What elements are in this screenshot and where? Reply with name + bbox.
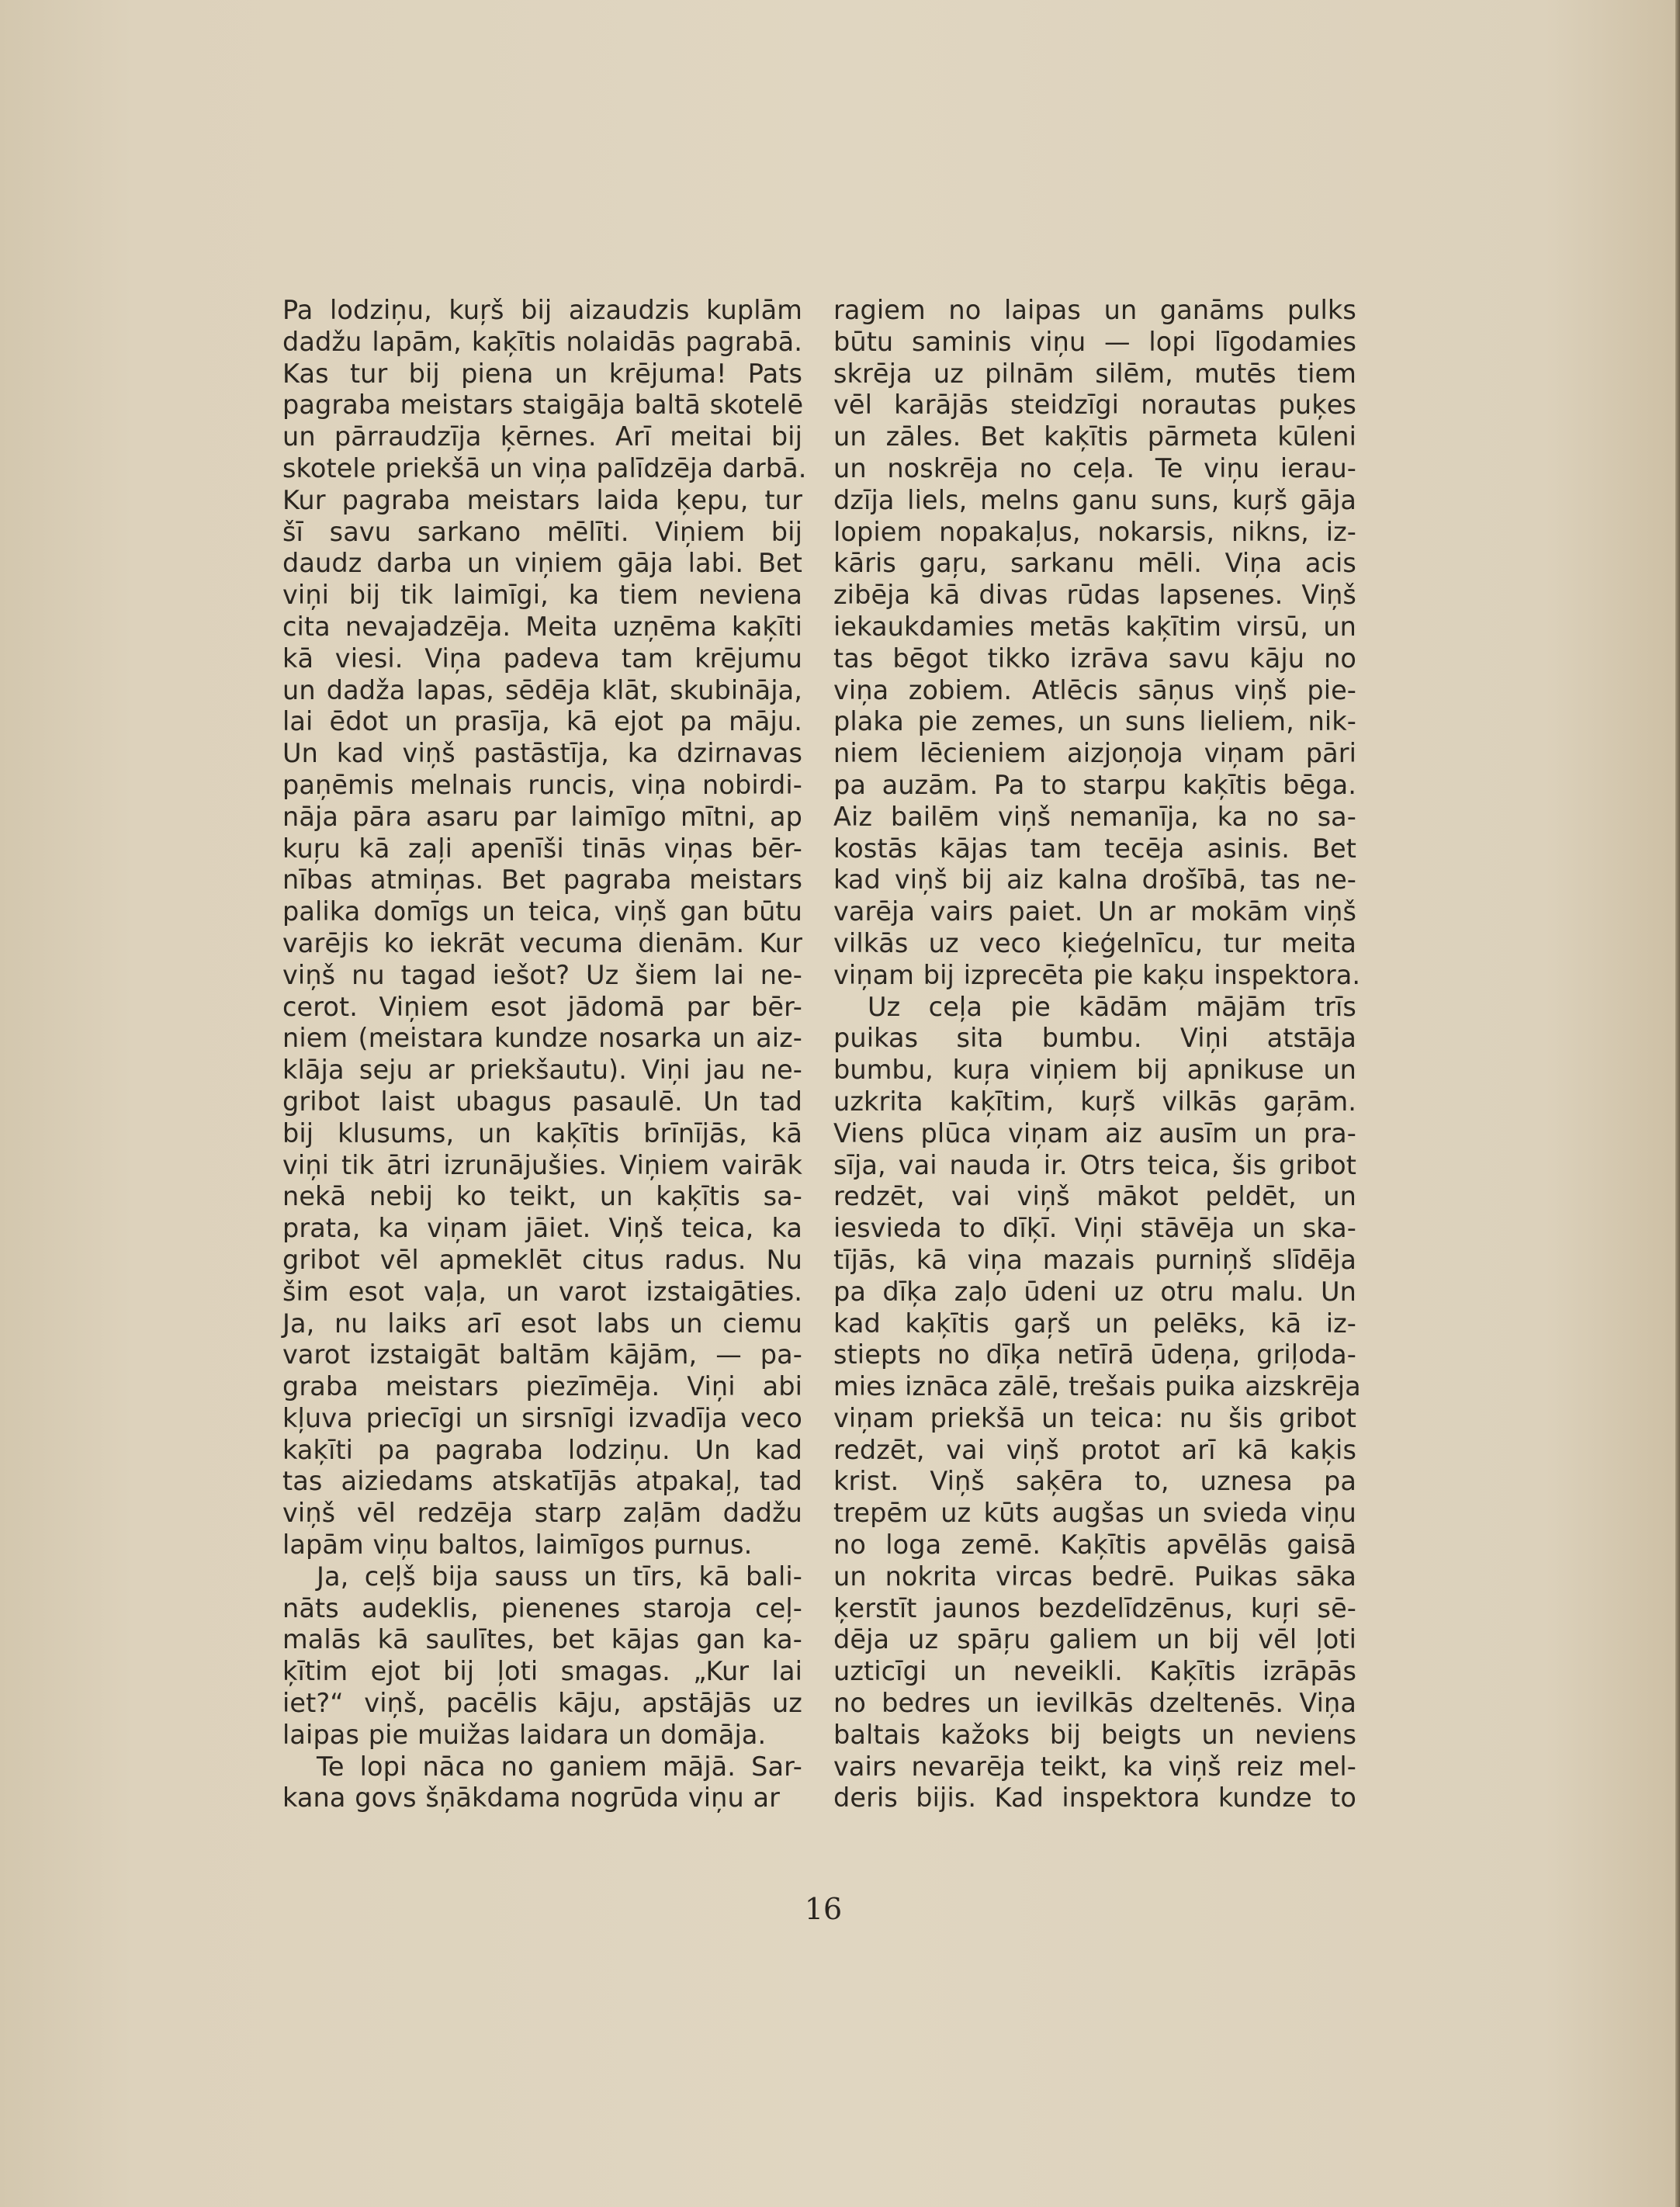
text-line: varot izstaigāt baltām kājām, — pa- xyxy=(282,1339,802,1370)
text-line: Ja, nu laiks arī esot labs un ciemu xyxy=(282,1308,802,1339)
text-line: no bedres un ievilkās dzeltenēs. Viņa xyxy=(833,1688,1356,1719)
text-line: kad viņš bij aiz kalna drošībā, tas ne- xyxy=(833,864,1356,896)
text-line: nekā nebij ko teikt, un kaķītis sa- xyxy=(282,1181,802,1212)
text-line: kad kaķītis gaŗš un pelēks, kā iz- xyxy=(833,1308,1356,1339)
text-line: gribot laist ubagus pasaulē. Un tad xyxy=(282,1086,802,1117)
page-number: 16 xyxy=(804,1892,843,1926)
text-line: un dadža lapas, sēdēja klāt, skubināja, xyxy=(282,674,802,705)
text-line: zibēja kā divas rūdas lapsenes. Viņš xyxy=(833,580,1356,611)
text-line: un zāles. Bet kaķītis pārmeta kūleni xyxy=(833,421,1356,452)
text-line: vairs nevarēja teikt, ka viņš reiz mel- xyxy=(833,1751,1356,1782)
text-line: un nokrita vircas bedrē. Puikas sāka xyxy=(833,1561,1356,1592)
text-line: vēl karājās steidzīgi norautas puķes xyxy=(833,390,1356,421)
text-line: vilkās uz veco ķieģelnīcu, tur meita xyxy=(833,927,1356,958)
text-line: nāja pāra asaru par laimīgo mītni, ap xyxy=(282,801,802,832)
left-text-column xyxy=(282,295,807,1814)
text-line: iesvieda to dīķī. Viņi stāvēja un ska- xyxy=(833,1213,1356,1244)
text-line: gribot vēl apmeklēt citus radus. Nu xyxy=(282,1244,802,1275)
text-line: nāts audeklis, pienenes staroja ceļ- xyxy=(282,1592,802,1623)
text-line: cita nevajadzēja. Meita uzņēma kaķīti xyxy=(282,611,802,642)
text-line: viņam priekšā un teica: nu šis gribot xyxy=(833,1402,1356,1433)
text-line: trepēm uz kūts augšas un svieda viņu xyxy=(833,1498,1356,1529)
text-line: dadžu lapām, kaķītis nolaidās pagrabā. xyxy=(282,326,802,357)
text-line: puikas sita bumbu. Viņi atstāja xyxy=(833,1023,1356,1054)
text-line: redzēt, vai viņš mākot peldēt, un xyxy=(833,1181,1356,1212)
text-line: kļuva priecīgi un sirsnīgi izvadīja veco xyxy=(282,1402,802,1433)
text-line: redzēt, vai viņš protot arī kā kaķis xyxy=(833,1434,1356,1465)
text-line: pagraba meistars staigāja baltā skotelē xyxy=(282,390,804,421)
text-line: varējis ko iekrāt vecuma dienām. Kur xyxy=(282,927,802,958)
text-line: cerot. Viņiem esot jādomā par bēr- xyxy=(282,991,802,1022)
text-line: Ja, ceļš bija sauss un tīrs, kā bali- xyxy=(317,1561,802,1592)
text-line: niem (meistara kundze nosarka un aiz- xyxy=(282,1023,802,1054)
text-line: Kas tur bij piena un krējuma! Pats xyxy=(282,358,802,389)
text-line: palika domīgs un teica, viņš gan būtu xyxy=(282,896,802,927)
text-line: kostās kājas tam tecēja asinis. Bet xyxy=(833,833,1356,864)
text-line: šī savu sarkano mēlīti. Viņiem bij xyxy=(282,516,802,547)
text-line: uzkrita kaķītim, kuŗš vilkās gaŗām. xyxy=(833,1086,1356,1117)
text-line: stiepts no dīķa netīrā ūdeņa, griļoda- xyxy=(833,1339,1356,1370)
text-line: Un kad viņš pastāstīja, ka dzirnavas xyxy=(282,738,802,769)
text-line: kuŗu kā zaļi apenīši tinās viņas bēr- xyxy=(282,833,802,864)
text-line: pa auzām. Pa to starpu kaķītis bēga. xyxy=(833,769,1356,800)
text-line: lapām viņu baltos, laimīgos purnus. xyxy=(282,1530,753,1561)
text-line: būtu saminis viņu — lopi līgodamies xyxy=(833,326,1356,357)
right-text-column xyxy=(833,295,1361,1814)
text-line: laipas pie muižas laidara un domāja. xyxy=(282,1719,767,1750)
text-line: skrēja uz pilnām silēm, mutēs tiem xyxy=(833,358,1356,389)
text-line: Viens plūca viņam aiz ausīm un pra- xyxy=(833,1117,1356,1149)
text-line: lopiem nopakaļus, nokarsis, nikns, iz- xyxy=(833,516,1356,547)
text-line: deris bijis. Kad inspektora kundze to xyxy=(833,1783,1356,1814)
text-line: iet?“ viņš, pacēlis kāju, apstājās uz xyxy=(282,1688,802,1719)
text-line: krist. Viņš saķēra to, uznesa pa xyxy=(833,1466,1356,1497)
text-line: nības atmiņas. Bet pagraba meistars xyxy=(282,864,802,896)
text-line: niem lēcieniem aizjoņoja viņam pāri xyxy=(833,738,1356,769)
text-line: viņš nu tagad iešot? Uz šiem lai ne- xyxy=(282,959,802,990)
text-line: graba meistars piezīmēja. Viņi abi xyxy=(282,1371,802,1402)
text-line: sīja, vai nauda ir. Otrs teica, šis gribot xyxy=(833,1149,1356,1180)
text-line: viņi bij tik laimīgi, ka tiem neviena xyxy=(282,580,802,611)
text-line: viņam bij izprecēta pie kaķu inspektora. xyxy=(833,959,1361,990)
text-line: Aiz bailēm viņš nemanīja, ka no sa- xyxy=(833,801,1356,832)
text-line: bij klusums, un kaķītis brīnījās, kā xyxy=(282,1117,802,1149)
text-line: pa dīķa zaļo ūdeni uz otru malu. Un xyxy=(833,1276,1356,1307)
text-line: šim esot vaļa, un varot izstaigāties. xyxy=(282,1276,802,1307)
text-line: klāja seju ar priekšautu). Viņi jau ne- xyxy=(282,1055,802,1086)
text-line: plaka pie zemes, un suns lieliem, nik- xyxy=(833,706,1356,737)
text-line: Kur pagraba meistars laida ķepu, tur xyxy=(282,484,802,515)
text-line: mies iznāca zālē, trešais puika aizskrēja xyxy=(833,1371,1361,1402)
text-line: tījās, kā viņa mazais purniņš slīdēja xyxy=(833,1244,1356,1275)
text-line: viņi tik ātri izrunājušies. Viņiem vairāk xyxy=(282,1149,802,1180)
text-line: kāris gaŗu, sarkanu mēli. Viņa acis xyxy=(833,548,1356,579)
text-line: Pa lodziņu, kuŗš bij aizaudzis kuplām xyxy=(282,295,802,325)
text-line: ķerstīt jaunos bezdelīdzēnus, kuŗi sē- xyxy=(833,1592,1356,1623)
text-line: dzīja liels, melns ganu suns, kuŗš gāja xyxy=(833,484,1356,515)
text-line: kana govs šņākdama nogrūda viņu ar xyxy=(282,1783,781,1814)
text-line: viņa zobiem. Atlēcis sāņus viņš pie- xyxy=(833,674,1356,705)
text-line: un noskrēja no ceļa. Te viņu ierau- xyxy=(833,452,1356,483)
text-line: iekaukdamies metās kaķītim virsū, un xyxy=(833,611,1356,642)
text-line: ragiem no laipas un ganāms pulks xyxy=(833,295,1356,325)
text-line: bumbu, kuŗa viņiem bij apnikuse un xyxy=(833,1055,1356,1086)
text-line: viņš vēl redzēja starp zaļām dadžu xyxy=(282,1498,802,1529)
text-line: tas bēgot tikko izrāva savu kāju no xyxy=(833,643,1356,674)
text-line: uzticīgi un neveikli. Kaķītis izrāpās xyxy=(833,1656,1356,1687)
text-line: Uz ceļa pie kādām mājām trīs xyxy=(868,991,1356,1022)
text-line: tas aiziedams atskatījās atpakaļ, tad xyxy=(282,1466,802,1497)
text-line: dēja uz spāŗu galiem un bij vēl ļoti xyxy=(833,1624,1356,1655)
text-line: skotele priekšā un viņa palīdzēja darbā. xyxy=(282,452,807,483)
text-line: daudz darba un viņiem gāja labi. Bet xyxy=(282,548,802,579)
text-line: kā viesi. Viņa padeva tam krējumu xyxy=(282,643,802,674)
text-line: baltais kažoks bij beigts un neviens xyxy=(833,1719,1356,1750)
text-line: Te lopi nāca no ganiem mājā. Sar- xyxy=(317,1751,802,1782)
text-line: no loga zemē. Kaķītis apvēlās gaisā xyxy=(833,1530,1356,1561)
text-line: prata, ka viņam jāiet. Viņš teica, ka xyxy=(282,1213,802,1244)
text-line: paņēmis melnais runcis, viņa nobirdi- xyxy=(282,769,802,800)
text-line: un pārraudzīja ķērnes. Arī meitai bij xyxy=(282,421,802,452)
page-edge-shadow xyxy=(1675,0,1680,2207)
text-line: kaķīti pa pagraba lodziņu. Un kad xyxy=(282,1434,802,1465)
text-line: lai ēdot un prasīja, kā ejot pa māju. xyxy=(282,706,802,737)
text-line: varēja vairs paiet. Un ar mokām viņš xyxy=(833,896,1356,927)
text-line: ķītim ejot bij ļoti smagas. „Kur lai xyxy=(282,1656,802,1687)
text-line: malās kā saulītes, bet kājas gan ka- xyxy=(282,1624,802,1655)
